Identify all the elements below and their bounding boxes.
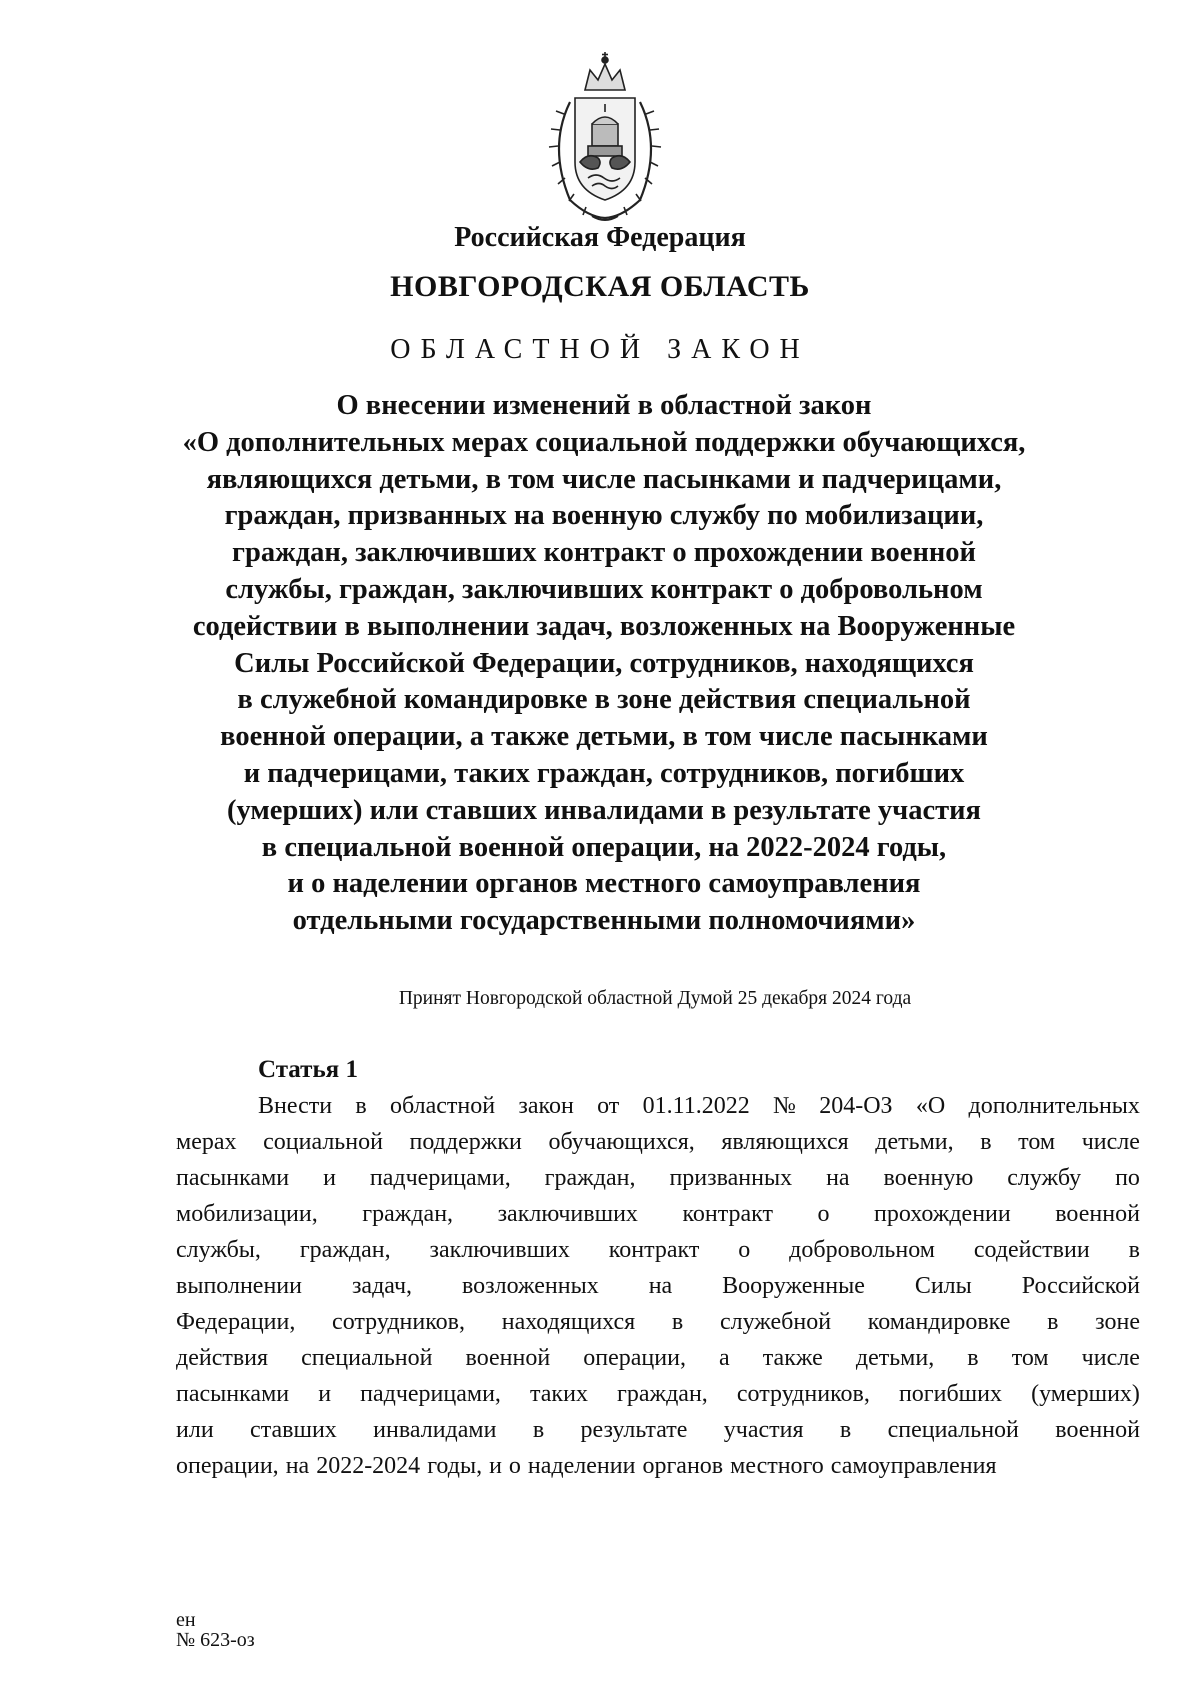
- law-title-line: граждан, заключивших контракт о прохождении военной: [232, 537, 976, 569]
- article-line: Внести в областной закон от 01.11.2022 № 204-ОЗ «О дополнительных: [258, 1093, 1140, 1119]
- adoption-note: Принят Новгородской областной Думой 25 декабря 2024 года: [398, 988, 912, 1009]
- article-line: действия специальной военной операции, а также детьми, в том числе: [176, 1345, 1140, 1371]
- law-title: [160, 388, 1048, 940]
- law-title-line: военной операции, а также детьми, в том числе пасынками: [220, 721, 988, 753]
- registration-code: [176, 1610, 255, 1650]
- law-title-line: (умерших) или ставших инвалидами в результате участия: [227, 794, 981, 826]
- article-line: или ставших инвалидами в результате участия в специальной военной: [176, 1417, 1140, 1443]
- article-line: службы, граждан, заключивших контракт о добровольном содействии в: [176, 1237, 1140, 1263]
- law-title-line: «О дополнительных мерах социальной поддержки обучающихся,: [182, 426, 1026, 458]
- law-title-line: О внесении изменений в областной закон: [336, 390, 872, 421]
- law-title-line: и о наделении органов местного самоуправления: [287, 868, 921, 900]
- law-number: № 623-оз: [176, 1629, 255, 1651]
- executor-initials: ен: [176, 1609, 196, 1631]
- article-line: пасынками и падчерицами, таких граждан, сотрудников, погибших (умерших): [176, 1381, 1140, 1407]
- article-line: пасынками и падчерицами, граждан, призванных на военную службу по: [176, 1165, 1140, 1191]
- law-title-line: граждан, призванных на военную службу по мобилизации,: [224, 500, 984, 532]
- law-type-heading: ОБЛАСТНОЙ ЗАКОН: [390, 334, 810, 365]
- article-line: выполнении задач, возложенных на Вооруженные Силы Российской: [176, 1273, 1140, 1299]
- law-title-line: службы, граждан, заключивших контракт о добровольном: [225, 573, 983, 605]
- article-line: мерах социальной поддержки обучающихся, являющихся детьми, в том числе: [176, 1129, 1140, 1155]
- law-title-line: в специальной военной операции, на 2022-2024 годы,: [261, 831, 947, 863]
- article-line: операции, на 2022-2024 годы, и о наделении органов местного самоуправления: [176, 1453, 997, 1479]
- article-line: мобилизации, граждан, заключивших контракт о прохождении военной: [176, 1201, 1140, 1227]
- law-title-line: в служебной командировке в зоне действия специальной: [237, 684, 971, 716]
- coat-of-arms-icon: [530, 52, 680, 224]
- law-title-line: являющихся детьми, в том числе пасынками и падчерицами,: [206, 463, 1002, 495]
- article-body: [176, 1088, 1140, 1484]
- article-line: Федерации, сотрудников, находящихся в служебной командировке в зоне: [176, 1309, 1140, 1335]
- region-heading: НОВГОРОДСКАЯ ОБЛАСТЬ: [390, 270, 810, 303]
- law-title-line: содействии в выполнении задач, возложенных на Вооруженные: [192, 610, 1016, 642]
- law-title-line: отдельными государственными полномочиями»: [292, 905, 916, 937]
- article-heading: Статья 1: [258, 1056, 358, 1083]
- federation-heading: Российская Федерация: [454, 222, 746, 253]
- law-title-line: Силы Российской Федерации, сотрудников, находящихся: [234, 647, 974, 679]
- law-title-line: и падчерицами, таких граждан, сотрудников, погибших: [243, 757, 965, 789]
